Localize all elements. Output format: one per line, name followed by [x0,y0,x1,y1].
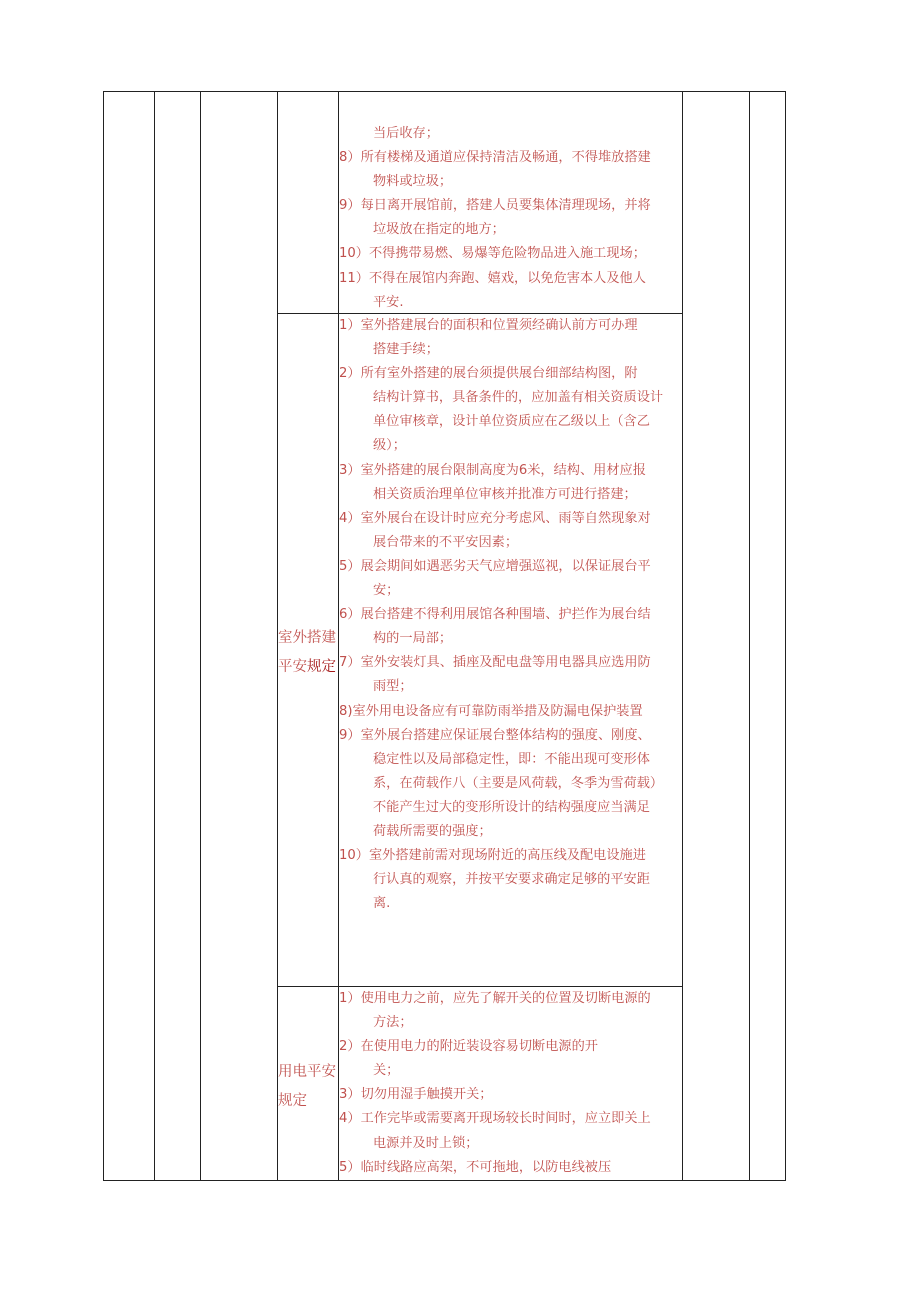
rule-line: 4）工作完毕或需要离开现场较长时间时，应立即关上 [339,1111,651,1127]
rule-line: 构的一局部； [373,631,453,647]
rule-line: 1）使用电力之前，应先了解开关的位置及切断电源的 [339,991,651,1006]
rule-line: 雨型； [373,679,413,695]
rule-line: 单位审核章，设计单位资质应在乙级以上（含乙 [373,414,650,430]
rule-line: 6）展台搭建不得利用展馆各种围墙、护拦作为展台结 [339,607,651,623]
rule-line: 垃圾放在指定的地方； [373,222,505,238]
section-3-label [277,1058,339,1122]
rule-line: 8)室外用电设备应有可靠防雨举措及防漏电保护装置 [339,703,643,719]
label-line: 室外搭建 [278,630,336,646]
rule-line: 系，在荷载作八（主要是风荷载，冬季为雪荷载） [373,775,664,791]
rule-line: 相关资质治理单位审核并批准方可进行搭建； [373,486,637,502]
rule-line: 搭建手续； [373,342,439,358]
label-line [278,653,339,682]
rule-line: 展台带来的不平安因素； [373,534,519,550]
rule-line: 结构计算书，具备条件的，应加盖有相关资质设计 [373,390,664,406]
rule-line: 3）切勿用湿手触摸开关； [339,1087,493,1103]
column-divider [682,92,683,1180]
rule-line: 关； [373,1063,400,1079]
rule-line: 5）展会期间如遇恶劣天气应增强巡视，以保证展台平 [339,558,651,574]
label-line: 用电平安 [278,1064,336,1080]
rule-line: 离. [373,896,391,912]
rule-line: 7）室外安装灯具、插座及配电盘等用电器具应选用防 [339,655,651,671]
column-divider [749,92,750,1180]
rule-line: 当后收存； [373,126,439,141]
regulations-table [103,91,786,1181]
rule-line: 4）室外展台在设计时应充分考虑风、雨等自然现象对 [339,510,651,526]
label-part: 平安 [278,659,307,675]
section-1-content [338,122,682,314]
section-2-content [338,314,682,986]
rule-line: 稳定性以及局部稳定性，即：不能出现可变形体 [373,751,650,767]
rule-line: 8）所有楼梯及通道应保持清洁及畅通，不得堆放搭建 [339,150,651,166]
rule-line: 级）； [373,438,406,454]
rule-line: 2）所有室外搭建的展台须提供展台细部结构图，附 [339,366,638,382]
rule-line: 平安. [373,294,404,310]
label-line: 规定 [278,1093,307,1109]
rule-line: 9）每日离开展馆前，搭建人员要集体清理现场，并将 [339,198,651,214]
rule-line: 9）室外展台搭建应保证展台整体结构的强度、刚度、 [339,727,651,743]
section-2-label [277,624,339,688]
column-divider [200,92,201,1180]
rule-line: 电源并及时上锁； [373,1135,479,1151]
rule-line: 5）临时线路应高架，不可拖地，以防电线被压 [339,1159,612,1175]
rule-line: 安； [373,583,400,599]
rule-line: 物料或垃圾； [373,174,453,190]
section-3-content [338,987,682,1181]
rule-line: 2）在使用电力的附近装设容易切断电源的开 [339,1039,598,1055]
rule-line: 行认真的观察，并按平安要求确定足够的平安距 [373,872,650,888]
rule-line: 1）室外搭建展台的面积和位置须经确认前方可办理 [339,318,638,333]
rule-line: 10）不得携带易燃、易爆等危险物品进入施工现场； [339,246,646,262]
rule-line: 荷载所需要的强度； [373,823,492,839]
rule-line: 11）不得在展馆内奔跑、嬉戏，以免危害本人及他人 [339,270,646,286]
column-divider [154,92,155,1180]
rule-line: 方法； [373,1015,413,1031]
rule-line: 3）室外搭建的展台限制高度为6米，结构、用材应报 [339,462,646,478]
label-part: 规定 [307,659,336,675]
rule-line: 不能产生过大的变形所设计的结构强度应当满足 [373,799,650,815]
rule-line: 10）室外搭建前需对现场附近的高压线及配电设施进 [339,848,646,864]
